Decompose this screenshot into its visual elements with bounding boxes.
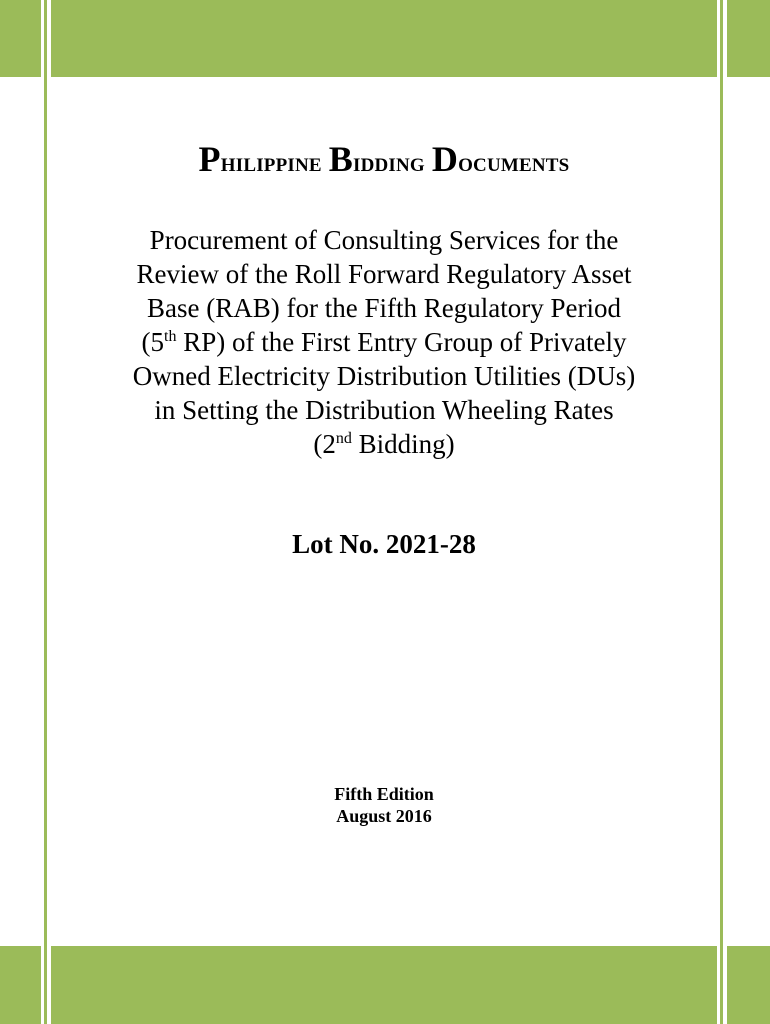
title-initial: B	[328, 139, 353, 179]
description-text: (2	[313, 429, 336, 459]
description-line	[71, 427, 697, 461]
edition-date: August 2016	[336, 806, 432, 826]
title-word: ocuments	[458, 147, 570, 177]
frame-band-top-right	[727, 0, 770, 77]
cover-content	[51, 77, 717, 946]
description-text: RP) of the First Entry Group of Privately	[176, 327, 627, 357]
frame-line-right	[720, 0, 723, 1024]
description-line: Review of the Roll Forward Regulatory Asset	[136, 259, 632, 289]
frame-band-bottom	[51, 946, 717, 1024]
frame-line-left	[44, 0, 47, 1024]
description-line: Owned Electricity Distribution Utilities (DUs)	[132, 361, 636, 391]
frame-band-top	[51, 0, 717, 77]
title-initial: P	[198, 139, 221, 179]
document-title	[51, 139, 717, 182]
description-line: Base (RAB) for the Fifth Regulatory Period	[147, 293, 621, 323]
edition-label: Fifth Edition	[334, 784, 434, 804]
frame-band-top-left	[0, 0, 41, 77]
edition-block	[51, 783, 717, 827]
project-description	[71, 223, 697, 461]
title-word: idding	[352, 147, 432, 177]
title-word: hilippine	[220, 147, 329, 177]
ordinal-superscript: th	[164, 328, 177, 345]
description-line	[71, 325, 697, 359]
description-line: in Setting the Distribution Wheeling Rates	[154, 395, 614, 425]
frame-band-bottom-left	[0, 946, 41, 1024]
ordinal-superscript: nd	[335, 430, 352, 447]
description-text: (5	[141, 327, 165, 357]
description-line: Procurement of Consulting Services for the	[149, 225, 619, 255]
title-initial: D	[431, 139, 459, 179]
lot-number: Lot No. 2021-28	[292, 529, 476, 559]
frame-band-bottom-right	[727, 946, 770, 1024]
description-text: Bidding)	[351, 429, 455, 459]
